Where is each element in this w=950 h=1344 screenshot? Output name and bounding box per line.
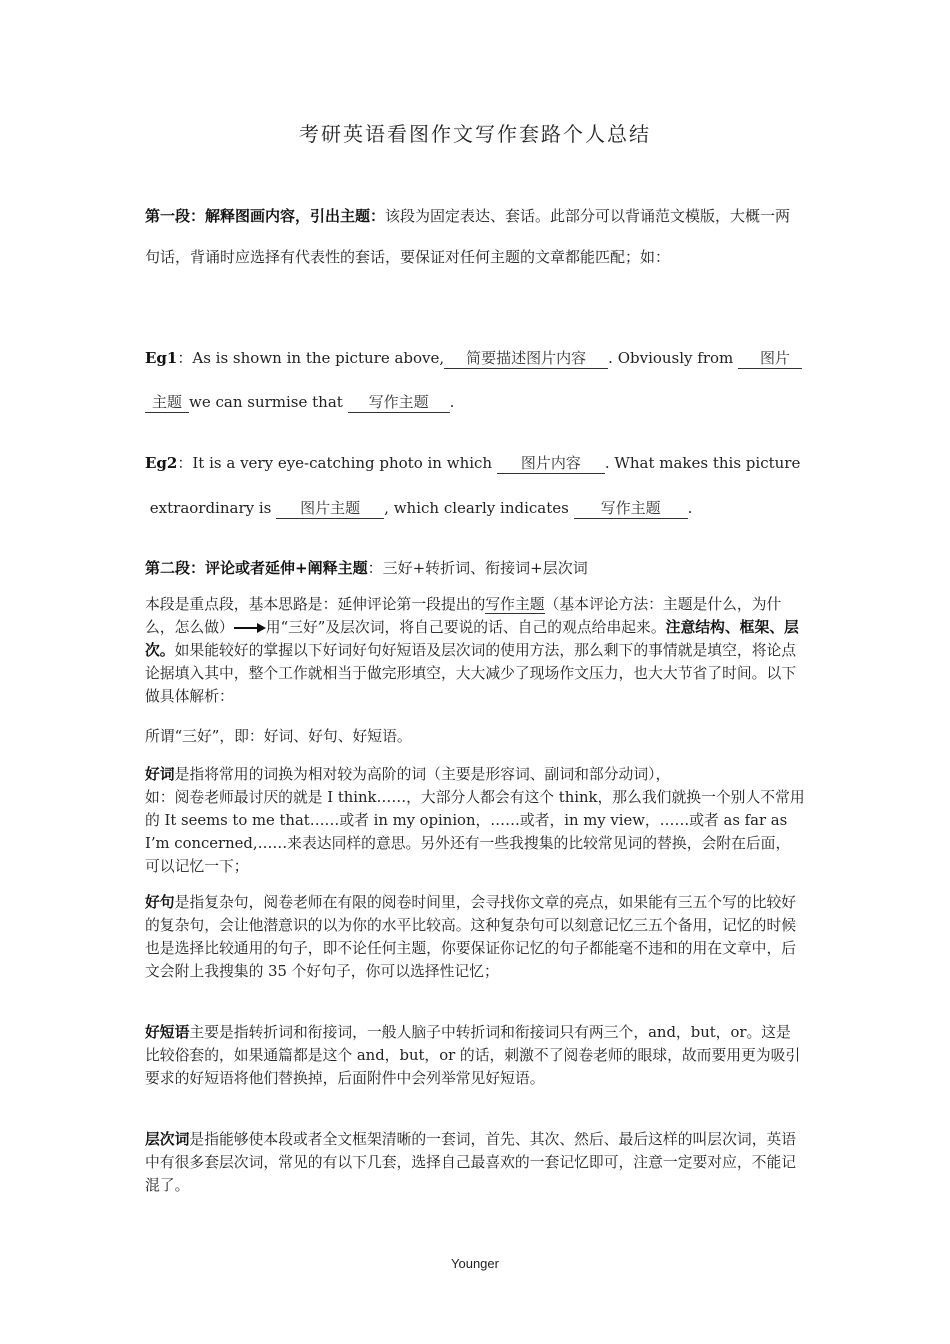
paragraph-one-intro — [145, 196, 805, 278]
blank-picture-topic: 图片主题 — [276, 498, 384, 519]
blank-picture-content: 图片内容 — [497, 453, 605, 474]
arrow-icon — [234, 623, 266, 633]
page-footer: Younger — [451, 1256, 499, 1271]
example-one-line2: 主题 we can surmise that 写作主题 . — [145, 389, 805, 415]
example-one-line1: Eg1：As is shown in the picture above, 简要描述图片内容 . Obviously from 图片 — [145, 345, 805, 371]
paragraph-one-heading: 第一段：解释图画内容，引出主题： — [145, 207, 386, 225]
example-two-label: Eg2 — [145, 454, 178, 472]
sanhao-definition: 所谓“三好”，即：好词、好句、好短语。 — [145, 728, 412, 745]
cengci-term: 层次词 — [145, 1131, 190, 1148]
haoci-paragraph: 好词是指将常用的词换为相对较为高阶的词（主要是形容词、副词和部分动词）， 如：阅卷老师最讨厌的就是 I think……，大部分人都会有这个 think，那么我们就换一个别人不常用的 It seems to me that……或者 in my opinion，……或者，in my view，……或者 as far as I’m concerned,……来表达同样的意思。另外还有一些我搜集的比较常见词的替换，会附在后面，可以记忆一下； — [145, 766, 805, 875]
cengci-paragraph: 层次词是指能够使本段或者全文框架清晰的一套词，首先、其次、然后、最后这样的叫层次词，英语中有很多套层次词，常见的有以下几套，选择自己最喜欢的一套记忆即可，注意一定要对应，不能记混了。 — [145, 1131, 797, 1194]
example-two-text4: , which clearly indicates — [384, 499, 569, 517]
example-one-text1: As is shown in the picture above, — [192, 349, 445, 367]
paragraph-two-body: 本段是重点段，基本思路是：延伸评论第一段提出的写作主题（基本评论方法：主题是什么，为什么，怎么做） 用“三好”及层次词，将自己要说的话、自己的观点给串起来。注意结构、框架、层次。如果能较好的掌握以下好词好句好短语及层次词的使用方法，那么剩下的事情就是填空，将论点论据填入其中，整个工作就相当于做完形填空，大大减少了现场作文压力，也大大节省了时间。以下做具体解析： — [145, 596, 799, 705]
paragraph-two-subtitle: 三好+转折词、衔接词+层次词 — [382, 559, 588, 577]
example-two-text3: extraordinary is — [149, 499, 272, 517]
emphasis-structure: 注意结构、框架、层次。 — [145, 619, 799, 659]
haoduanyu-paragraph: 好短语主要是指转折词和衔接词，一般人脑子中转折词和衔接词只有两三个，and，but，or。这是比较俗套的，如果通篇都是这个 and，but，or 的话，刺激不了阅卷老师的眼球，故而要用更为吸引要求的好短语将他们替换掉，后面附件中会列举常见好短语。 — [145, 1024, 801, 1087]
example-two-line2: extraordinary is 图片主题 , which clearly indicates 写作主题 . — [149, 499, 693, 517]
example-one-text2: . Obviously from — [608, 349, 734, 367]
example-one-label: Eg1 — [145, 349, 178, 367]
haoju-term: 好句 — [145, 894, 175, 911]
blank-writing-topic-2: 写作主题 — [574, 498, 688, 519]
haoci-term: 好词 — [145, 766, 175, 783]
paragraph-one-text: 该段为固定表达、套话。此部分可以背诵范文模版，大概一两句话，背诵时应选择有代表性的套话，要保证对任何主题的文章都能匹配；如： — [145, 207, 791, 266]
haoju-paragraph: 好句是指复杂句，阅卷老师在有限的阅卷时间里，会寻找你文章的亮点，如果能有三五个写的比较好的复杂句，会让他潜意识的以为你的水平比较高。这种复杂句可以刻意记忆三五个备用，记忆的时候也是选择比较通用的句子，即不论任何主题，你要保证你记忆的句子都能毫不违和的用在文章中，后文会附上我搜集的 35 个好句子，你可以选择性记忆； — [145, 894, 797, 980]
example-two-text1: It is a very eye-catching photo in which — [192, 454, 493, 472]
blank-describe-picture: 简要描述图片内容 — [444, 348, 608, 369]
page-title: 考研英语看图作文写作套路个人总结 — [299, 122, 651, 146]
blank-picture-topic-part2: 主题 — [145, 392, 189, 413]
blank-writing-topic: 写作主题 — [348, 392, 450, 413]
haoduanyu-term: 好短语 — [145, 1024, 190, 1041]
paragraph-two-heading-line: 第二段：评论或者延伸+阐释主题：三好+转折词、衔接词+层次词 — [145, 559, 588, 577]
example-one-text3: we can surmise that — [189, 393, 343, 411]
writing-topic-underline: 写作主题 — [485, 596, 545, 613]
example-two-line1: Eg2：It is a very eye-catching photo in which 图片内容 . What makes this picture — [145, 454, 801, 472]
paragraph-two-heading: 第二段：评论或者延伸+阐释主题 — [145, 559, 368, 577]
blank-picture-topic-part1: 图片 — [738, 348, 802, 369]
example-two-text2: . What makes this picture — [604, 454, 801, 472]
